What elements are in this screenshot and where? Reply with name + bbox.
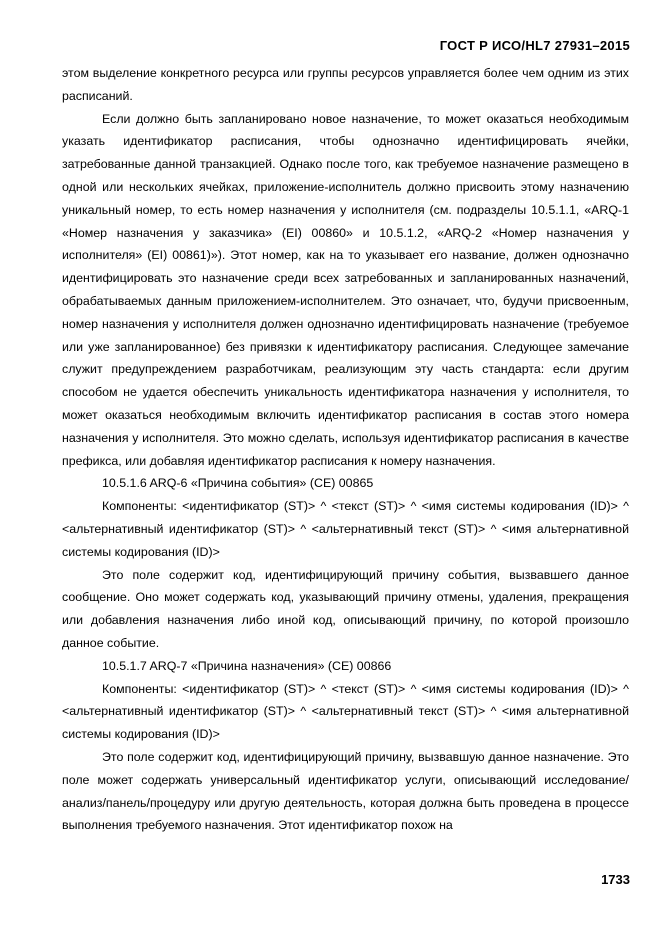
section-heading-arq6: 10.5.1.6 ARQ-6 «Причина события» (CE) 00865 bbox=[102, 476, 374, 491]
paragraph-arq6-components: Компоненты: <идентификатор (ST)> ^ <текст (ST)> ^ <имя системы кодирования (ID)> ^ <альтернативный идентификатор (ST)> ^ <альтернативный текст (ST)> ^ <имя альтернативной системы кодирования (ID)> bbox=[62, 499, 629, 559]
document-body bbox=[62, 62, 629, 837]
paragraph-schedule-identifier: Если должно быть запланировано новое назначение, то может оказаться необходимым указать идентификатор расписания, чтобы однозначно идентифицировать ячейки, затребованные данной транзакцией. Однако после того, как требуемое назначение размещено в одной или нескольких ячейках, приложение-исполнитель должно присвоить этому назначению уникальный номер, то есть номер назначения у исполнителя (см. подразделы 10.5.1.1, «ARQ-1 «Номер назначения у заказчика» (EI) 00860» и 10.5.1.2, «ARQ-2 «Номер назначения у исполнителя» (EI) 00861)»). Этот номер, как на то указывает его название, должен однозначно идентифицировать это назначение среди всех затребованных и запланированных назначений, обрабатываемых данным приложением-исполнителем. Это означает, что, будучи присвоенным, номер назначения у исполнителя должен однозначно идентифицировать назначение (требуемое или уже запланированное) без привязки к идентификатору расписания. Следующее замечание служит предупреждением разработчикам, реализующим эту часть стандарта: если другим способом не удается обеспечить уникальность идентификатора назначения у исполнителя, то может оказаться необходимым включить идентификатор расписания в состав этого номера назначения у исполнителя. Это можно сделать, используя идентификатор расписания в качестве префикса, или добавляя идентификатор расписания к номеру назначения. bbox=[62, 111, 629, 468]
standard-code-header: ГОСТ Р ИСО/HL7 27931–2015 bbox=[439, 38, 630, 53]
paragraph-arq6-description: Это поле содержит код, идентифицирующий причину события, вызвавшего данное сообщение. Оно может содержать код, указывающий причину отмены, удаления, прекращения или добавления назначения либо иной код, описывающий причину, по которой произошло данное событие. bbox=[62, 567, 629, 650]
paragraph-arq7-description: Это поле содержит код, идентифицирующий причину, вызвавшую данное назначение. Это поле может содержать универсальный идентификатор услуги, описывающий исследование/анализ/панель/процедуру или другую деятельность, которая должна быть проведена в процессе выполнения требуемого назначения. Этот идентификатор похож на bbox=[62, 749, 629, 833]
section-heading-arq7: 10.5.1.7 ARQ-7 «Причина назначения» (CE) 00866 bbox=[102, 658, 392, 673]
paragraph-continuation: этом выделение конкретного ресурса или группы ресурсов управляется более чем одним из этих расписаний. bbox=[62, 66, 629, 103]
paragraph-arq7-components: Компоненты: <идентификатор (ST)> ^ <текст (ST)> ^ <имя системы кодирования (ID)> ^ <альтернативный идентификатор (ST)> ^ <альтернативный текст (ST)> ^ <имя альтернативной системы кодирования (ID)> bbox=[62, 681, 629, 742]
page-number: 1733 bbox=[601, 872, 630, 887]
